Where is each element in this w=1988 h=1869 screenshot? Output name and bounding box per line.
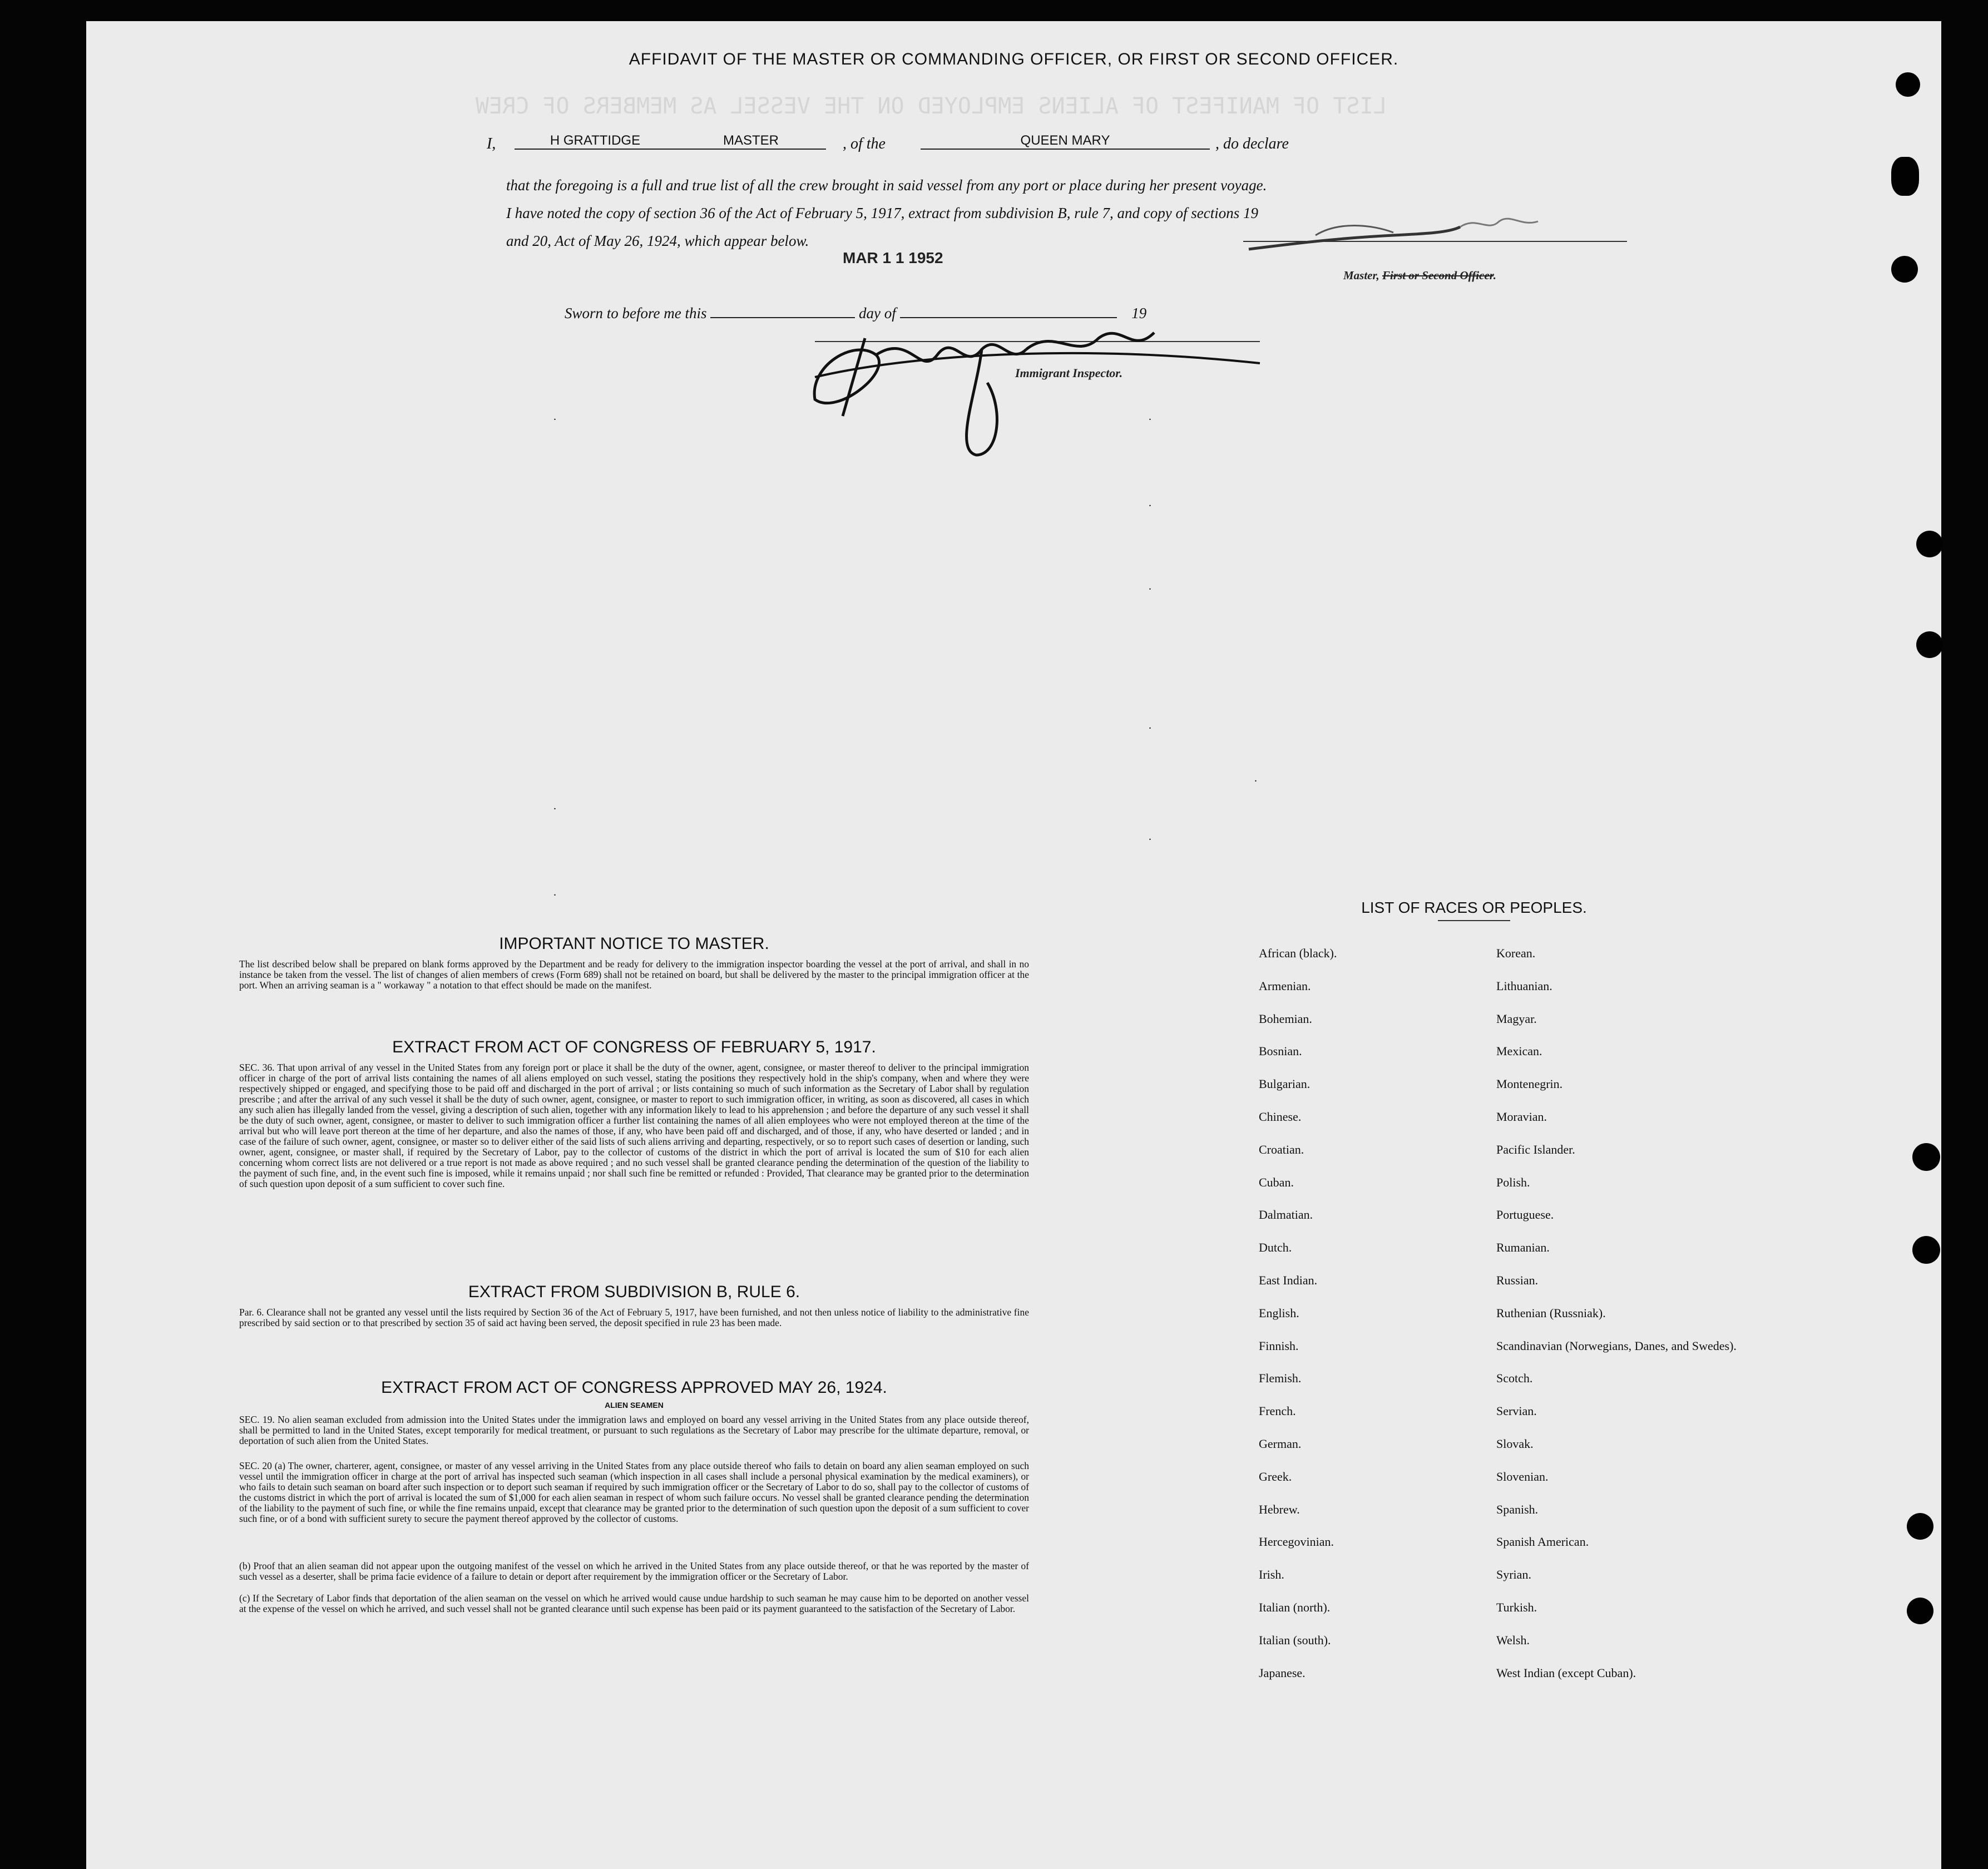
race-item: Spanish.	[1496, 1502, 1539, 1516]
race-item: French.	[1259, 1404, 1296, 1418]
punch-hole	[1916, 531, 1943, 557]
race-item: Polish.	[1496, 1175, 1530, 1189]
master-name-field: H GRATTIDGE	[515, 133, 676, 150]
race-item: Pacific Islander.	[1496, 1142, 1575, 1156]
affidavit-title: AFFIDAVIT OF THE MASTER OR COMMANDING OFFICER, OR FIRST OR SECOND OFFICER.	[629, 50, 1399, 68]
act-1924-sec-20b: (b) Proof that an alien seaman did not appear upon the outgoing manifest of the vessel on which he arrived in the United States from any place outside thereof, or that he was reported by the master of such vessel as a deserter, shall be prima facie evidence of a failure to detain or deport after requirement by the immigration officer or the Secretary of Labor.	[239, 1560, 1029, 1582]
race-item: Rumanian.	[1496, 1240, 1550, 1255]
declaration-line-3: I have noted the copy of section 36 of the Act of February 5, 1917, extract from subdivision B, rule 7, and copy of sections 19	[506, 205, 1258, 221]
race-item: Servian.	[1496, 1404, 1537, 1418]
date-stamp: MAR 1 1 1952	[843, 249, 943, 266]
race-item: Bohemian.	[1259, 1011, 1312, 1026]
sworn-label: Sworn to before me this	[565, 305, 707, 322]
punch-hole	[1891, 157, 1919, 196]
race-item: Magyar.	[1496, 1011, 1537, 1026]
race-item: Italian (south).	[1259, 1633, 1331, 1647]
races-title: LIST OF RACES OR PEOPLES.	[1346, 899, 1602, 921]
race-item: African (black).	[1259, 946, 1337, 960]
race-item: Slovak.	[1496, 1437, 1534, 1451]
act-1924-sec-20a: SEC. 20 (a) The owner, charterer, agent, consignee, or master of any vessel arriving in the United States from any place outside thereof who fails to detain on board any alien seaman employed on such vessel until the immigration officer in charge at the port of arrival has inspected such seaman (which inspection in all cases shall include a personal physical examination by the medical examiners), or who fails to detain such seaman on board after such inspection or to deport such seaman if required by such immigration officer or the Secretary of Labor to do so, shall pay to the collector of customs of the customs district in which the port of arrival is located the sum of $1,000 for each alien seaman in respect of whom such failure occurs. No vessel shall be granted clearance pending the determination of the liability to the payment of such fine, or while the fine remains unpaid, except that clearance may be granted prior to the determination of such question upon the deposit of a sum sufficient to cover such fine, or of a bond with sufficient surety to secure the payment thereof approved by the collector of customs.	[239, 1460, 1029, 1524]
act-1917-heading: EXTRACT FROM ACT OF CONGRESS OF FEBRUARY 5, 1917.	[392, 1038, 876, 1056]
race-item: Spanish American.	[1496, 1535, 1589, 1549]
race-item: English.	[1259, 1306, 1299, 1320]
race-item: Armenian.	[1259, 978, 1311, 993]
of-the-label: , of the	[843, 135, 886, 152]
act-1924-sec-20c: (c) If the Secretary of Labor finds that deportation of the alien seaman on the vessel on which he arrived would cause undue hardship to such seaman he may cause him to be deported on another vessel at the expense of the vessel on which he arrived, and such vessel shall not be granted clearance until such expense has been paid or its payment guaranteed to the satisfaction of the Secretary of Labor.	[239, 1593, 1029, 1614]
race-item: Moravian.	[1496, 1110, 1547, 1124]
race-item: Scandinavian (Norwegians, Danes, and Swedes).	[1496, 1338, 1737, 1353]
race-item: Bulgarian.	[1259, 1077, 1311, 1091]
bleed-through-text: LIST OF MANIFEST OF ALIENS EMPLOYED ON THE VESSEL AS MEMBERS OF CREW	[476, 93, 1387, 119]
race-item: Welsh.	[1496, 1633, 1530, 1647]
race-item: Cuban.	[1259, 1175, 1294, 1189]
race-item: Portuguese.	[1496, 1208, 1554, 1222]
race-item: West Indian (except Cuban).	[1496, 1665, 1636, 1680]
punch-hole	[1907, 1513, 1933, 1540]
race-item: Ruthenian (Russniak).	[1496, 1306, 1606, 1320]
race-item: Greek.	[1259, 1469, 1292, 1484]
race-item: East Indian.	[1259, 1273, 1318, 1287]
act-1924-sec-19: SEC. 19. No alien seaman excluded from admission into the United States under the immigration laws and employed on board any vessel arriving in the United States from any place outside thereof, shall be permitted to land in the United States, except temporarily for medical treatment, or pursuant to such regulations as the Secretary of Labor may prescribe for the ultimate departure, removal, or deportation of such alien from the United States.	[239, 1414, 1029, 1446]
act-1917-body: SEC. 36. That upon arrival of any vessel in the United States from any foreign port or place it shall be the duty of the owner, agent, consignee, or master thereof to deliver to the principal immigration officer in charge of the port of arrival lists containing the names of all aliens employed on such vessel, stating the positions they respectively hold in the ship's company, when and where they were respectively shipped or engaged, and specifying those to be paid off and discharged in the port of arrival ; or lists containing so much of such information as the Secretary of Labor shall by regulation prescribe ; and after the arrival of any such vessel it shall be the duty of such owner, agent, consignee, or master to report to such immigration officer, in writing, as soon as discovered, all cases in which any such alien has illegally landed from the vessel, giving a description of such alien, together with any information likely to lead to his apprehension ; and before the departure of any such vessel it shall be the duty of such owner, agent, consignee, or master to deliver to such immigration officer a further list containing the names of all alien employees who were not employed thereon at the time of the arrival but who will leave port thereon at the time of her departure, and also the names of those, if any, who have been paid off and discharged, and of those, if any, who have deserted or landed ; and in case of the failure of such owner, agent, consignee, or master so to deliver either of the said lists of such aliens arriving and departing, respectively, or so to report such cases of desertion or landing, such owner, agent, consignee, or master shall, if required by the Secretary of Labor, pay to the collector of customs of the district in which the port of arrival is located the sum of $10 for each alien concerning whom correct lists are not delivered or a true report is not made as above required ; and no such vessel shall be granted clearance pending the determination of the question of the liability to the payment of such fine, and, in the event such fine is imposed, while it remains unpaid ; nor shall such fine be remitted or refunded : Provided, That clearance may be granted prior to the determination of such question upon deposit of a sum sufficient to cover such fine.	[239, 1062, 1029, 1189]
race-item: Hercegovinian.	[1259, 1535, 1334, 1549]
race-item: Italian (north).	[1259, 1600, 1331, 1614]
race-item: Scotch.	[1496, 1371, 1533, 1386]
rule-6-body: Par. 6. Clearance shall not be granted any vessel until the lists required by Section 36 of the Act of February 5, 1917, have been furnished, and not then unless notice of liability to the administrative fine prescribed by said section or to that prescribed by section 35 of said act having been served, the deposit specified in rule 23 has been made.	[239, 1307, 1029, 1328]
race-item: Turkish.	[1496, 1600, 1537, 1614]
vessel-field: QUEEN MARY	[921, 133, 1210, 150]
document-page: LIST OF MANIFEST OF ALIENS EMPLOYED ON THE VESSEL AS MEMBERS OF CREW AFFIDAVIT OF THE MASTER OR COMMANDING OFFICER, OR FIRST OR SECOND OFFICER. I, H GRATTIDGE MASTER , of the QUEEN MARY , do declare that the foregoing is a full and true list of all the crew brought in said vessel from any port or place during her present voyage. I have noted the copy of section 36 of the Act of February 5, 1917, extract from subdivision B, rule 7, and copy of sections 19 and 20, Act of May 26, 1924, which appear below. MAR 1 1 1952 Master, First or Second Officer. Sworn to before me this day of 19 Immigrant Inspector. . . . . . . . . . IMPORTANT NOTICE TO MASTER. The list described below shall be prepared on blank forms approved by the Department and be ready for delivery to the immigration inspector boarding the vessel at the port of arrival, and shall in no instance be taken from the vessel. The list of changes of alien members of crews (Form 689) shall not be retained on board, but shall be delivered by the master to the principal immigration officer at the port. When an arriving seaman is a " workaway " a notation to that effect should be made on the manifest. EXTRACT FROM ACT OF CONGRESS OF FEBRUARY 5, 1917. SEC. 36. That upon arrival of any vessel in the United States from any foreign port or place it shall be the duty of the owner, agent, consignee, or master thereof to deliver to the principal immigration officer in charge of the port of arrival lists containing the names of all aliens employed on such vessel, stating the positions they respectively hold in the ship's company, when and where they were respectively shipped or engaged, and specifying those to be paid off and discharged in the port of arrival ; or lists containing so much of such information as the Secretary of Labor shall by regulation prescribe ; and after the arrival of any such vessel it shall be the duty of such owner, agent, consignee, or master to report to such immigration officer, in writing, as soon as discovered, all cases in which any such alien has illegally landed from the vessel, giving a description of such alien, together with any information likely to lead to his apprehension ; and before the departure of any such vessel it shall be the duty of such owner, agent, consignee, or master to deliver to such immigration officer a further list containing the names of all alien employees who were not employed thereon at the time of the arrival but who will leave port thereon at the time of her departure, and also the names of those, if any, who have been paid off and discharged, and of those, if any, who have deserted or landed ; and in case of the failure of such owner, agent, consignee, or master so to deliver either of the said lists of such aliens arriving and departing, respectively, or so to report such cases of desertion or landing, such owner, agent, consignee, or master shall, if required by the Secretary of Labor, pay to the collector of customs of the district in which the port of arrival is located the sum of $10 for each alien concerning whom correct lists are not delivered or a true report is not made as above required ; and no such vessel shall be granted clearance pending the determination of the question of the liability to the payment of such fine, and, in the event such fine is imposed, while it remains unpaid ; nor shall such fine be remitted or refunded : Provided, That clearance may be granted prior to the determination of such question upon deposit of a sum sufficient to cover such fine. EXTRACT FROM SUBDIVISION B, RULE 6. Par. 6. Clearance shall not be granted any vessel until the lists required by Section 36 of the Act of February 5, 1917, have been furnished, and not then unless notice of liability to the administrative fine prescribed by said section or to that prescribed by section 35 of said act having been served, the deposit specified in rule 23 has been made. EXTRACT FROM ACT OF CONGRESS APPROVED MAY 26, 1924. ALIEN SEAMEN SEC. 19. No alien seaman excluded from admission into the United States under the immigration laws and employed on board any vessel arriving in the United States from any place outside thereof, shall be permitted to land in the United States, except temporarily for medical treatment, or pursuant to such regulations as the Secretary of Labor may prescribe for the ultimate departure, removal, or deportation of such alien from the United States. SEC. 20 (a) The owner, charterer, agent, consignee, or master of any vessel arriving in the United States from any place outside thereof who fails to detain on board any alien seaman employed on such vessel until the immigration officer in charge at the port of arrival has inspected such seaman (which inspection in all cases shall include a personal physical examination by the medical examiners), or who fails to detain such seaman on board after such inspection or to deport such seaman if required by such immigration officer or the Secretary of Labor to do so, shall pay to the collector of customs of the customs district in which the port of arrival is located the sum of $1,000 for each alien seaman in respect of whom such failure occurs. No vessel shall be granted clearance pending the determination of the liability to the payment of such fine, or while the fine remains unpaid, except that clearance may be granted prior to the determination of such question upon the deposit of a sum sufficient to cover such fine, or of a bond with sufficient surety to secure the payment thereof approved by the collector of customs. (b) Proof that an alien seaman did not appear upon the outgoing manifest of the vessel on which he arrived in the United States from any place outside thereof, or that he was reported by the master of such vessel as a deserter, shall be prima facie evidence of a failure to detain or deport after requirement by the immigration officer or the Secretary of Labor. (c) If the Secretary of Labor finds that deportation of the alien seaman on the vessel on which he arrived would cause undue hardship to such seaman he may cause him to be deported on another vessel at the expense of the vessel on which he arrived, and such vessel shall not be granted clearance until such expense has been paid or its payment guaranteed to the satisfaction of the Secretary of Labor. LIST OF RACES OR PEOPLES. African (black). Armenian. Bohemian. Bosnian. Bulgarian. Chinese. Croatian. Cuban. Dalmatian. Dutch. East Indian. English. Finnish. Flemish. French. German. Greek. Hebrew. Hercegovinian. Irish. Italian (north). Italian (south). Japanese. Korean. Lithuanian. Magyar. Mexican. Montenegrin. Moravian. Pacific Islander. Polish. Portuguese. Rumanian. Russian. Ruthenian (Russniak). Scandinavian (Norwegians, Danes, and Swedes). Scotch. Servian. Slovak. Slovenian. Spanish. Spanish American. Syrian. Turkish. Welsh. West Indian (except Cuban).	[86, 21, 1941, 1869]
race-item: Bosnian.	[1259, 1044, 1302, 1059]
race-item: Slovenian.	[1496, 1469, 1549, 1484]
punch-hole	[1907, 1598, 1933, 1624]
race-item: Dutch.	[1259, 1240, 1292, 1255]
alien-seamen-subheading: ALIEN SEAMEN	[605, 1401, 664, 1410]
punch-hole	[1912, 1143, 1940, 1171]
race-item: Finnish.	[1259, 1338, 1299, 1353]
race-item: Mexican.	[1496, 1044, 1542, 1059]
rule-6-heading: EXTRACT FROM SUBDIVISION B, RULE 6.	[468, 1283, 800, 1301]
race-item: Flemish.	[1259, 1371, 1302, 1386]
do-declare-label: , do declare	[1215, 135, 1289, 152]
race-item: Korean.	[1496, 946, 1536, 960]
inspector-caption: Immigrant Inspector.	[1015, 366, 1123, 380]
notice-heading: IMPORTANT NOTICE TO MASTER.	[499, 934, 769, 953]
race-item: Irish.	[1259, 1568, 1284, 1582]
notice-body: The list described below shall be prepared on blank forms approved by the Department and be ready for delivery to the immigration inspector boarding the vessel at the port of arrival, and shall in no instance be taken from the vessel. The list of changes of alien members of crews (Form 689) shall not be retained on board, but shall be delivered by the master to the principal immigration officer at the port. When an arriving seaman is a " workaway " a notation to that effect should be made on the manifest.	[239, 958, 1029, 991]
rank-field: MASTER	[676, 133, 826, 150]
race-item: Chinese.	[1259, 1110, 1302, 1124]
race-item: German.	[1259, 1437, 1302, 1451]
i-label: I,	[487, 135, 496, 152]
day-of-label: day of	[859, 305, 896, 322]
year-prefix: 19	[1131, 305, 1147, 322]
race-item: Russian.	[1496, 1273, 1539, 1287]
declaration-line-4: and 20, Act of May 26, 1924, which appear below.	[506, 233, 809, 249]
declaration-line-2: that the foregoing is a full and true list of all the crew brought in said vessel from any port or place during her present voyage.	[506, 177, 1267, 194]
master-signature	[1227, 210, 1588, 260]
punch-hole	[1912, 1236, 1940, 1264]
race-item: Hebrew.	[1259, 1502, 1300, 1516]
race-item: Japanese.	[1259, 1665, 1305, 1680]
master-caption: Master, First or Second Officer.	[1343, 269, 1496, 282]
declaration-line-1	[487, 133, 1289, 153]
punch-hole	[1916, 631, 1943, 658]
race-item: Croatian.	[1259, 1142, 1304, 1156]
punch-hole	[1896, 72, 1920, 97]
race-item: Syrian.	[1496, 1568, 1531, 1582]
race-item: Dalmatian.	[1259, 1208, 1313, 1222]
act-1924-heading: EXTRACT FROM ACT OF CONGRESS APPROVED MAY 26, 1924.	[381, 1378, 887, 1397]
race-item: Lithuanian.	[1496, 978, 1552, 993]
race-item: Montenegrin.	[1496, 1077, 1563, 1091]
punch-hole	[1891, 256, 1918, 283]
